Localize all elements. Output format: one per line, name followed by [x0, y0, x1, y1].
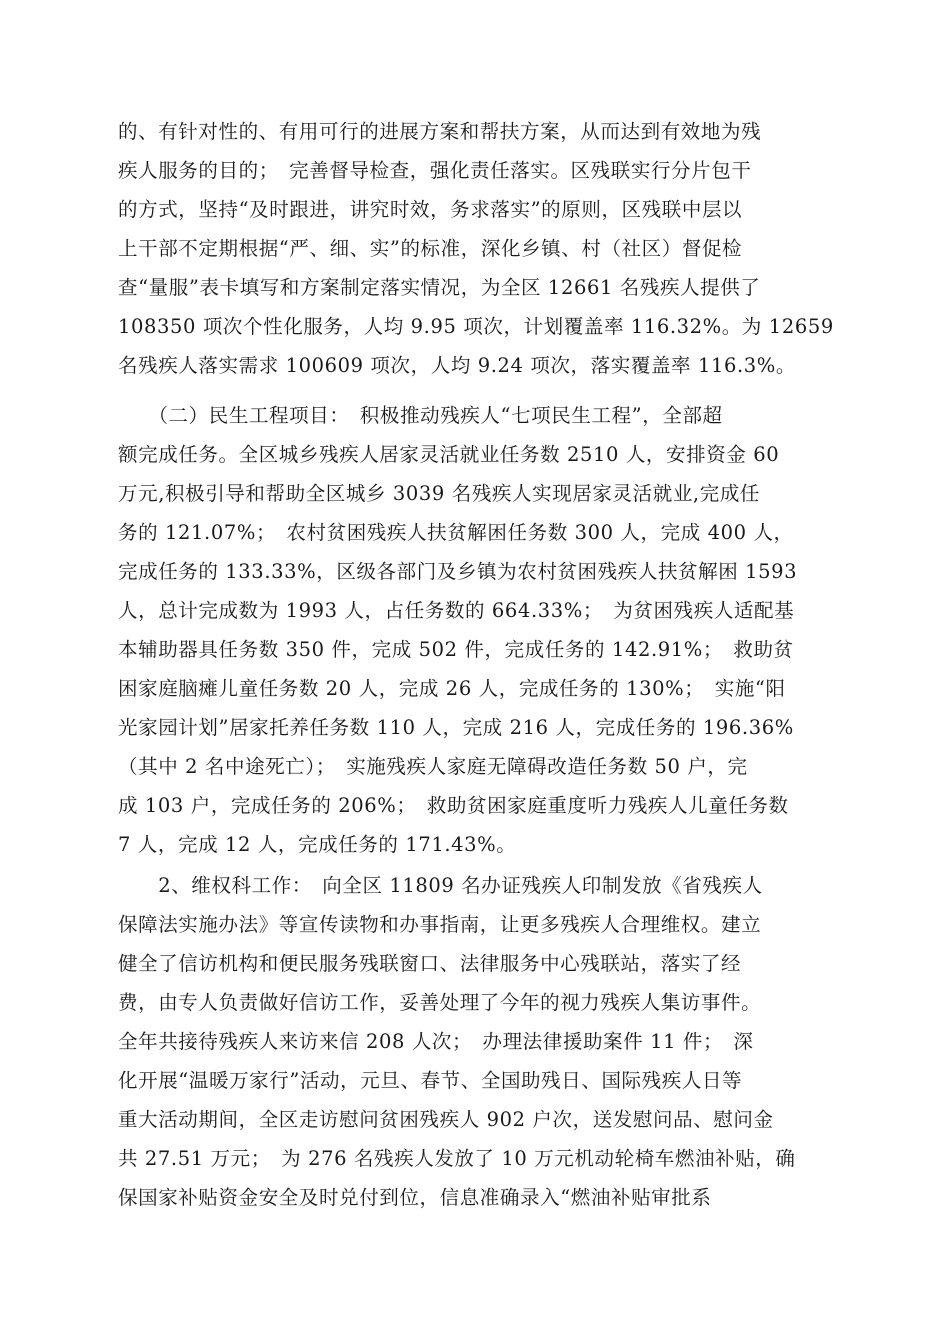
text-line: 共 27.51 万元； 为 276 名残疾人发放了 10 万元机动轮椅车燃油补贴，确 — [118, 1147, 796, 1170]
text-line: 额完成任务。全区城乡残疾人居家灵活就业任务数 2510 人，安排资金 60 — [118, 443, 780, 466]
text-line: 困家庭脑瘫儿童任务数 20 人，完成 26 人，完成任务的 130%； 实施“阳 — [118, 677, 786, 700]
text-line: 全年共接待残疾人来访来信 208 人次； 办理法律援助案件 11 件； 深 — [118, 1030, 754, 1053]
text-line: 108350 项次个性化服务，人均 9.95 项次，计划覆盖率 116.32%。为 12659 — [118, 315, 834, 338]
text-line: 保障法实施办法》等宣传读物和办事指南，让更多残疾人合理维权。建立 — [118, 913, 762, 936]
text-line: 查“量服”表卡填写和方案制定落实情况，为全区 12661 名残疾人提供了 — [118, 276, 761, 299]
text-line: 名残疾人落实需求 100609 项次，人均 9.24 项次，落实覆盖率 116.3%。 — [118, 354, 797, 377]
text-line: 7 人，完成 12 人，完成任务的 171.43%。 — [118, 833, 517, 856]
paragraph-service-plan — [118, 112, 834, 385]
text-line: （二）民生工程项目： 积极推动残疾人“七项民生工程”，全部超 — [118, 404, 723, 427]
text-line: 人，总计完成数为 1993 人，占任务数的 664.33%； 为贫困残疾人适配基 — [118, 599, 795, 622]
text-line: 万元,积极引导和帮助全区城乡 3039 名残疾人实现居家灵活就业,完成任 — [118, 482, 761, 505]
text-line: 完成任务的 133.33%，区级各部门及乡镇为农村贫困残疾人扶贫解困 1593 — [118, 560, 798, 583]
text-line: 上干部不定期根据“严、细、实”的标准，深化乡镇、村（社区）督促检 — [118, 237, 743, 260]
paragraph-rights-protection — [118, 866, 834, 1217]
text-line: 保国家补贴资金安全及时兑付到位，信息准确录入“燃油补贴审批系 — [118, 1186, 712, 1209]
text-line: 费，由专人负责做好信访工作，妥善处理了今年的视力残疾人集访事件。 — [118, 991, 762, 1014]
text-line: 本辅助器具任务数 350 件，完成 502 件，完成任务的 142.91%； 救助贫 — [118, 638, 794, 661]
paragraph-livelihood-projects — [118, 396, 834, 864]
text-line: 光家园计划”居家托养任务数 110 人，完成 216 人，完成任务的 196.36% — [118, 716, 794, 739]
text-line: 疾人服务的目的； 完善督导检查，强化责任落实。区残联实行分片包干 — [118, 159, 752, 182]
text-line: 化开展“温暖万家行”活动，元旦、春节、全国助残日、国际残疾人日等 — [118, 1069, 743, 1092]
text-line: （其中 2 名中途死亡）； 实施残疾人家庭无障碍改造任务数 50 户，完 — [118, 755, 748, 778]
text-line: 健全了信访机构和便民服务残联窗口、法律服务中心残联站，落实了经 — [118, 952, 742, 975]
text-line: 务的 121.07%； 农村贫困残疾人扶贫解困任务数 300 人，完成 400 人， — [118, 521, 794, 544]
text-line: 的方式，坚持“及时跟进，讲究时效，务求落实”的原则，区残联中层以 — [118, 198, 743, 221]
text-line: 的、有针对性的、有用可行的进展方案和帮扶方案，从而达到有效地为残 — [118, 120, 762, 143]
text-line: 重大活动期间，全区走访慰问贫困残疾人 902 户次，送发慰问品、慰问金 — [118, 1108, 774, 1131]
text-line: 2、维权科工作： 向全区 11809 名办证残疾人印制发放《省残疾人 — [118, 874, 763, 897]
text-line: 成 103 户，完成任务的 206%； 救助贫困家庭重度听力残疾人儿童任务数 — [118, 794, 789, 817]
